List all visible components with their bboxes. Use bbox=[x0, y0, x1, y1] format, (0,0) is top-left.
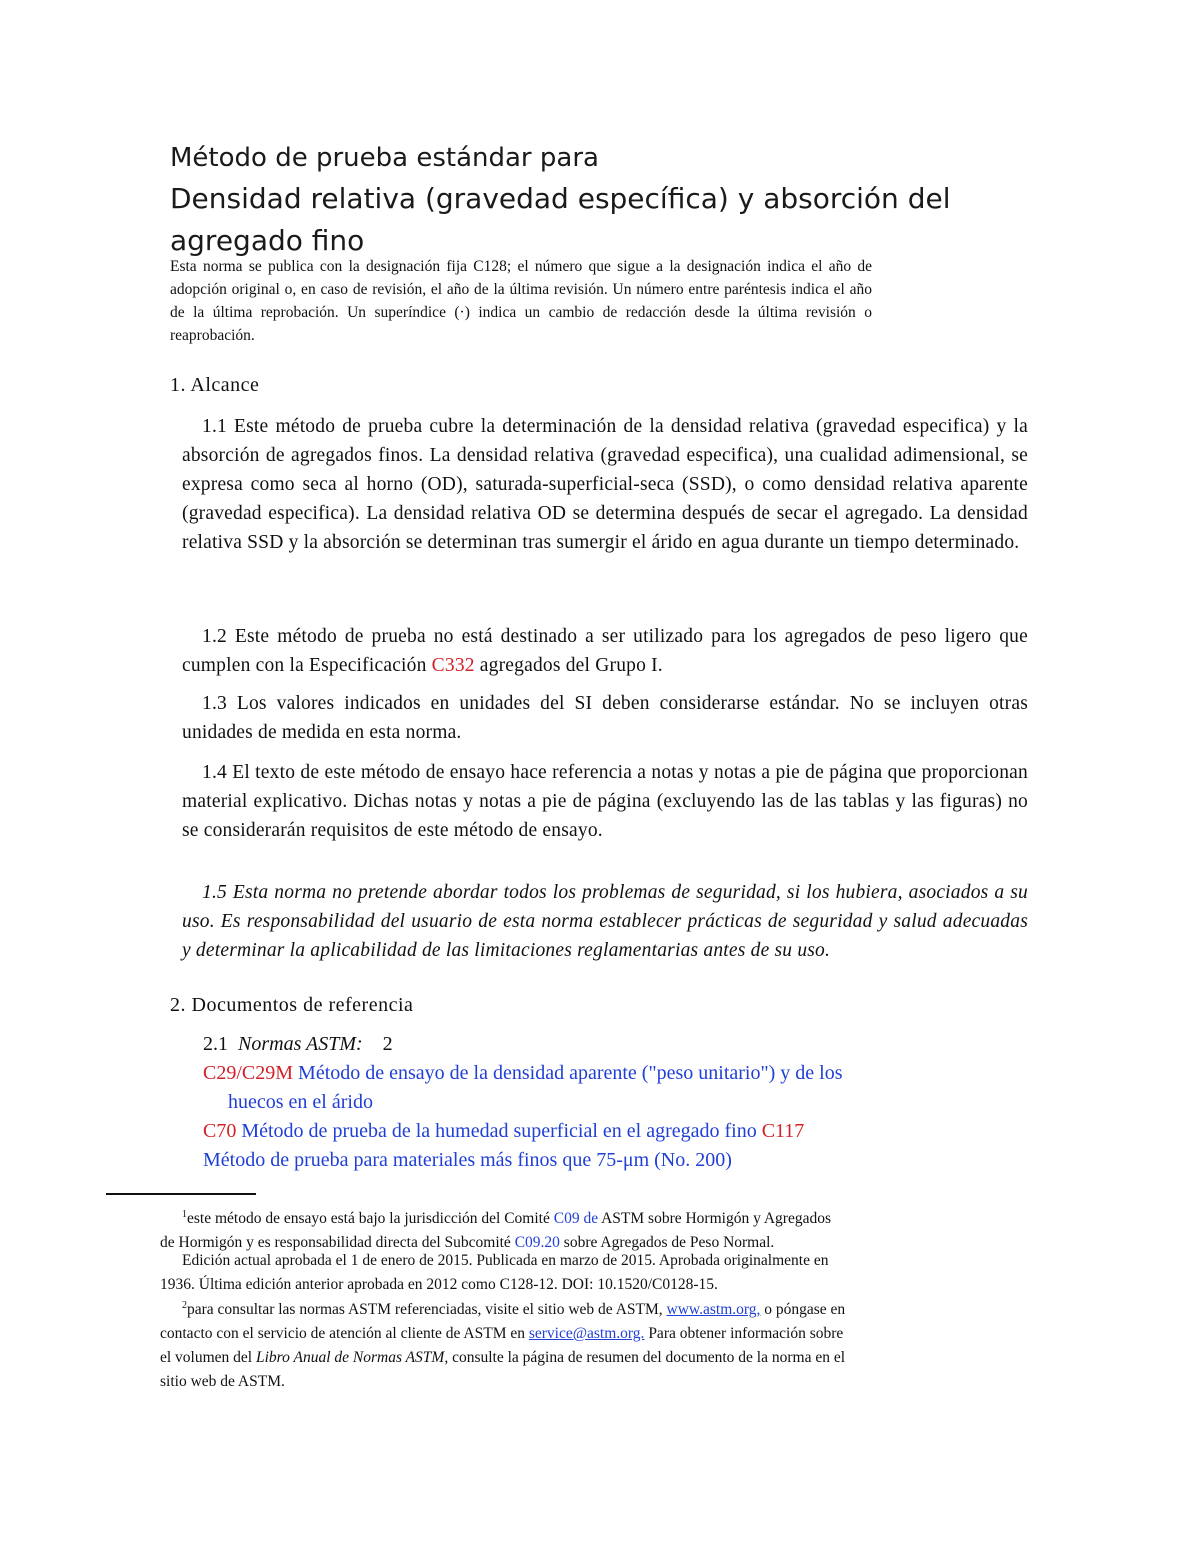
footnote-2-text-a: para consultar las normas ASTM referenciadas, visite el sitio web de ASTM, bbox=[187, 1301, 667, 1318]
ref-c117-link[interactable]: C117 bbox=[761, 1120, 805, 1142]
footnote-2-text-f: consulte la página de resumen del documento de la norma en el bbox=[448, 1349, 846, 1366]
reference-c70 bbox=[203, 1117, 804, 1146]
subsection-2-1-number: 2.1 bbox=[203, 1033, 228, 1055]
reference-c29-continued: huecos en el árido bbox=[228, 1091, 373, 1113]
subsection-2-1 bbox=[203, 1030, 393, 1059]
footnote-2-text-g: sitio web de ASTM. bbox=[160, 1373, 285, 1390]
footnote-1-mark: 1 bbox=[182, 1209, 187, 1220]
paragraph-1-5: 1.5 Esta norma no pretende abordar todos los problemas de seguridad, si los hubiera, asociados a su uso. Es responsabilidad del usuario de esta norma establecer prácticas de seguridad y salud adecuadas y determinar la aplicabilidad de las limitaciones reglamentarias antes de su uso. bbox=[182, 882, 1028, 961]
footnote-2-text-d: Para obtener información sobre bbox=[644, 1325, 844, 1342]
paragraph-1-2 bbox=[182, 622, 1028, 680]
footnote-2-text-b: o póngase en bbox=[760, 1301, 846, 1318]
paragraph-1-1: 1.1 Este método de prueba cubre la determinación de la densidad relativa (gravedad especifica) y la absorción de agregados finos. La densidad relativa (gravedad especifica), una cualidad adimensional, se expresa como seca al horno (OD), saturada-superficial-seca (SSD), o como densidad relativa aparente (gravedad especifica). La densidad relativa OD se determina después de secar el agregado. La densidad relativa SSD y la absorción se determinan tras sumergir el árido en agua durante un tiempo determinado. bbox=[182, 416, 1028, 553]
footnote-2-book-title: Libro Anual de Normas ASTM, bbox=[256, 1349, 449, 1366]
footnote-separator bbox=[106, 1193, 256, 1195]
footnote-2-text-e: el volumen del bbox=[160, 1349, 256, 1366]
paragraph-1-3: 1.3 Los valores indicados en unidades del SI deben considerarse estándar. No se incluyen otras unidades de medida en esta norma. bbox=[182, 693, 1028, 743]
ref-c29-link[interactable]: C29/C29M bbox=[203, 1062, 294, 1084]
astm-email-link[interactable]: service@astm.org. bbox=[528, 1325, 645, 1342]
ref-c29-title: Método de ensayo de la densidad aparente ("peso unitario") y de los bbox=[293, 1062, 843, 1084]
ref-c70-link[interactable]: C70 bbox=[203, 1120, 237, 1142]
footnote-edition-line-2: 1936. Última edición anterior aprobada en 2012 como C128-12. DOI: 10.1520/C0128-15. bbox=[160, 1276, 718, 1293]
paragraph-1-2-text-b: agregados del Grupo I. bbox=[474, 655, 663, 676]
subsection-2-1-label: Normas ASTM: bbox=[238, 1033, 363, 1055]
section-2-heading: 2. Documentos de referencia bbox=[170, 994, 414, 1016]
title-line-1: Método de prueba estándar para bbox=[170, 143, 599, 173]
intro-paragraph: Esta norma se publica con la designación fija C128; el número que sigue a la designación indica el año de adopción original o, en caso de revisión, el año de la última revisión. Un número entre paréntesis indica el año de la última reprobación. Un superíndice (·) indica un cambio de redacción desde la última revisión o reaprobación. bbox=[170, 258, 872, 344]
footnote-1-text-b: ASTM sobre Hormigón y Agregados bbox=[598, 1210, 831, 1227]
footnote-1 bbox=[160, 1203, 1008, 1255]
footnote-2-text-c: contacto con el servicio de atención al cliente de ASTM en bbox=[160, 1325, 529, 1342]
title-line-2: Densidad relativa (gravedad específica) y absorción del agregado fino bbox=[170, 182, 951, 257]
footnote-1-text-c: de Hormigón y es responsabilidad directa del Subcomité bbox=[160, 1234, 515, 1251]
ref-c0920-link[interactable]: C09.20 bbox=[514, 1234, 560, 1251]
reference-c117-title: Método de prueba para materiales más finos que 75-μm (No. 200) bbox=[203, 1149, 732, 1171]
footnote-edition-line-1: Edición actual aprobada el 1 de enero de 2015. Publicada en marzo de 2015. Aprobada originalmente en bbox=[182, 1252, 829, 1269]
paragraph-1-2-text-a: 1.2 Este método de prueba no está destinado a ser utilizado para los agregados de peso ligero que cumplen con la Especificación bbox=[182, 626, 1028, 676]
section-1-heading: 1. Alcance bbox=[170, 374, 260, 396]
footnote-1-text-a: este método de ensayo está bajo la jurisdicción del Comité bbox=[187, 1210, 554, 1227]
ref-c70-title: Método de prueba de la humedad superficial en el agregado fino bbox=[236, 1120, 762, 1142]
footnote-2-mark: 2 bbox=[182, 1300, 187, 1311]
footnote-2 bbox=[160, 1294, 1008, 1394]
subsection-2-1-footnote-mark: 2 bbox=[382, 1033, 393, 1055]
ref-c332-link[interactable]: C332 bbox=[431, 655, 475, 676]
paragraph-1-4: 1.4 El texto de este método de ensayo hace referencia a notas y notas a pie de página que proporcionan material explicativo. Dichas notas y notas a pie de página (excluyendo las de las tablas y las figuras) no se considerarán requisitos de este método de ensayo. bbox=[182, 762, 1028, 841]
ref-c09-link[interactable]: C09 de bbox=[553, 1210, 599, 1227]
footnote-edition bbox=[160, 1249, 1008, 1297]
footnote-1-text-d: sobre Agregados de Peso Normal. bbox=[559, 1234, 775, 1251]
reference-c29 bbox=[203, 1059, 843, 1088]
astm-website-link[interactable]: www.astm.org, bbox=[666, 1301, 761, 1318]
